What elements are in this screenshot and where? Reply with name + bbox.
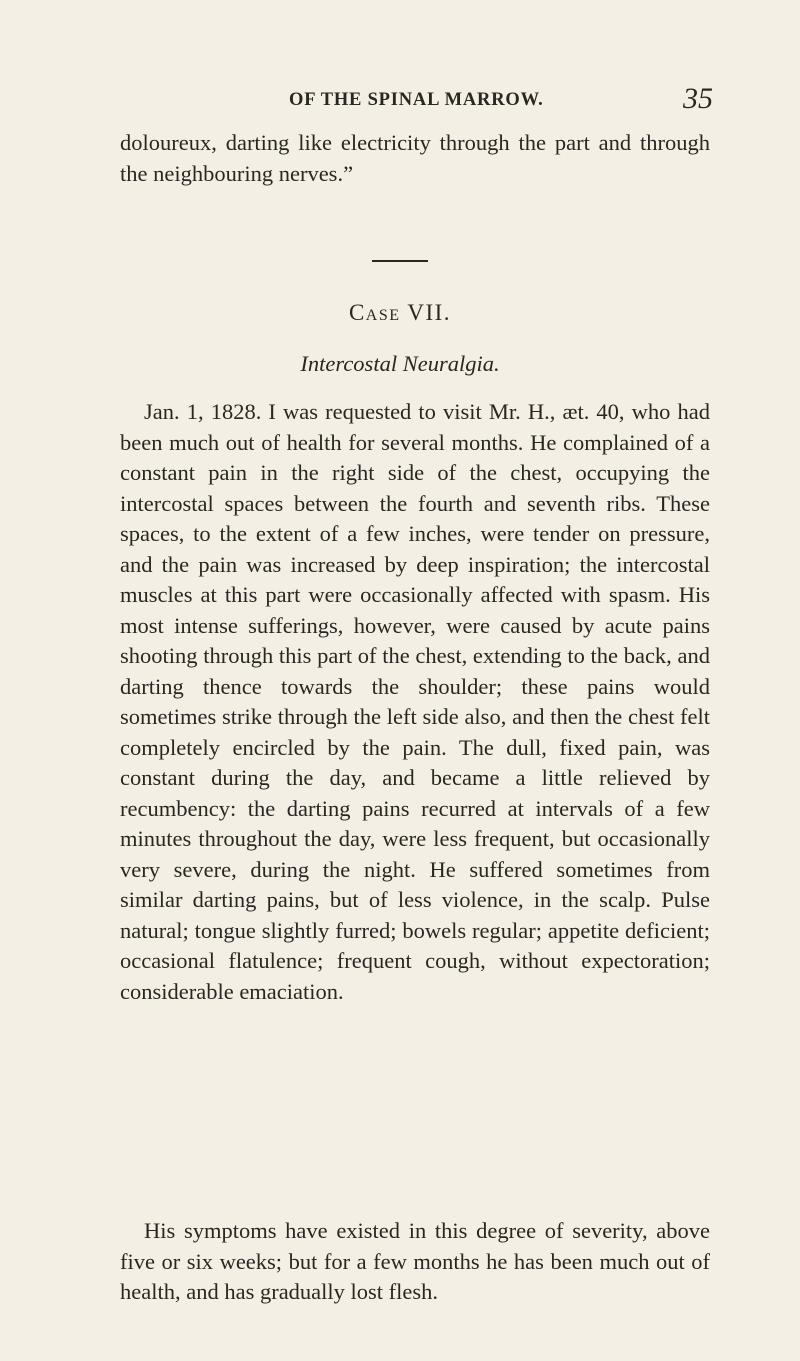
case-paragraph-1 [120,397,710,1007]
case-title: Case VII. [348,300,452,325]
case-paragraph-2-text: His symptoms have existed in this degree of severity, above five or six weeks; but for a few months he has been much out of health, and has gradually lost flesh. [120,1218,710,1304]
continuation-text: doloureux, darting like electricity through the part and through the neighbouring nerves.” [120,130,710,186]
continuation-paragraph [120,128,710,189]
case-paragraph-2 [120,1216,710,1308]
case-subtitle: Intercostal Neuralgia. [300,351,500,376]
case-paragraph-1-text: Jan. 1, 1828. I was requested to visit Mr. H., æt. 40, who had been much out of health for several months. He complained of a constant pain in the right side of the chest, occupying the intercostal spaces between the fourth and seventh ribs. These spaces, to the extent of a few inches, were tender on pressure, and the pain was increased by deep inspiration; the intercostal muscles at this part were occasionally affected with spasm. His most intense sufferings, however, were caused by acute pains shooting through this part of the chest, extending to the back, and darting thence towards the shoulder; these pains would sometimes strike through the left side also, and then the chest felt completely encircled by the pain. The dull, fixed pain, was constant during the day, and became a little relieved by recumbency: the darting pains recurred at intervals of a few minutes throughout the day, were less frequent, but occasionally very severe, during the night. He suffered sometimes from similar darting pains, but of less violence, in the scalp. Pulse natural; tongue slightly furred; bowels regular; appetite deficient; occasional flatulence; frequent cough, without expectoration; considerable emaciation. [120,399,710,1004]
page-number: 35 [683,82,713,115]
section-divider [372,260,428,262]
running-head [0,82,800,118]
running-title: OF THE SPINAL MARROW. [289,90,544,110]
